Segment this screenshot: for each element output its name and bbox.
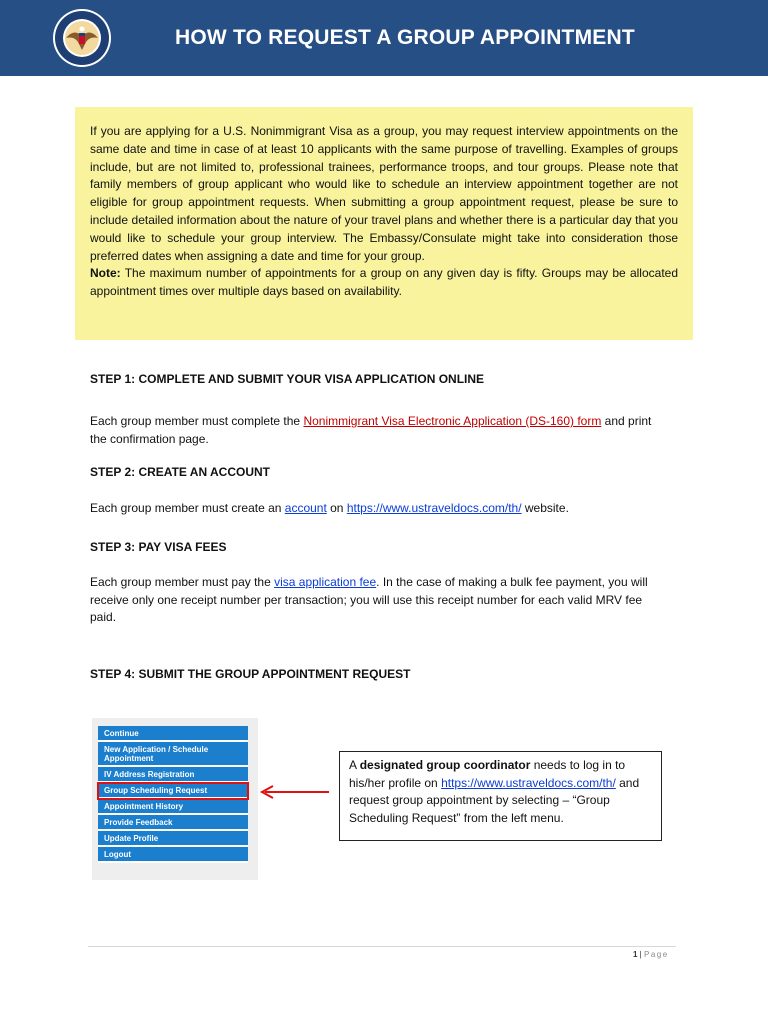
visa-fee-link[interactable]: visa application fee (274, 575, 377, 589)
coordinator-callout (339, 751, 662, 841)
callout-text (349, 757, 652, 827)
step1-heading: STEP 1: COMPLETE AND SUBMIT YOUR VISA APPLICATION ONLINE (90, 372, 485, 386)
arrow-left-icon (259, 785, 331, 799)
note-label: Note: (90, 266, 121, 281)
step3-text-before: Each group member must pay the (90, 575, 275, 589)
callout-bold: designated group coordinator (359, 758, 531, 772)
step2-text-after: website. (521, 501, 569, 515)
step2-text (90, 500, 670, 518)
footer-divider (88, 946, 676, 947)
step4-heading: STEP 4: SUBMIT THE GROUP APPOINTMENT REQUEST (90, 667, 411, 681)
page-number (633, 950, 669, 959)
step3-heading: STEP 3: PAY VISA FEES (90, 540, 227, 554)
menu-item-continue[interactable]: Continue (98, 726, 248, 742)
left-menu (98, 726, 248, 863)
ustraveldocs-link[interactable]: https://www.ustraveldocs.com/th/ (346, 501, 522, 515)
account-link[interactable]: account (284, 501, 327, 515)
step2-text-mid: on (326, 501, 347, 515)
menu-item-appointment-history[interactable]: Appointment History (98, 799, 248, 815)
menu-item-group-scheduling[interactable]: Group Scheduling Request (98, 783, 248, 799)
notice-paragraph (90, 123, 678, 301)
page-label: Page (643, 950, 669, 959)
page-separator: | (637, 950, 644, 959)
menu-item-iv-address[interactable]: IV Address Registration (98, 767, 248, 783)
note-text: The maximum number of appointments for a group on any given day is fifty. Groups may be allocated appointment times over multiple days based on availability. (90, 266, 678, 299)
page-number-value: 1 (633, 950, 638, 959)
page-header (0, 0, 768, 76)
step2-text-before: Each group member must create an (90, 501, 285, 515)
callout-text1: A (349, 758, 360, 772)
step1-text-before: Each group member must complete the (90, 414, 304, 428)
callout-ustraveldocs-link[interactable]: https://www.ustraveldocs.com/th/ (441, 775, 616, 790)
callout-text2: needs to log in to his/her profile on (349, 758, 626, 790)
step1-text-after: and print the confirmation page. (90, 414, 652, 446)
menu-item-new-application[interactable]: New Application / Schedule Appointment (98, 742, 248, 767)
notice-body: If you are applying for a U.S. Nonimmigrant Visa as a group, you may request interview appointments on the same date and time in case of at least 10 applicants with the same purpose of travelling. Examples of groups include, but are not limited to, professional trainees, performance troops, and tour groups. Please note that family members of group applicant who would like to schedule an interview appointment together are not eligible for group appointment requests. When submitting a group appointment request, please be sure to include detailed information about the nature of your travel plans and whether there is a particular day that you would like to schedule your group interview. The Embassy/Consulate might take into consideration those preferred dates when assigning a date and time for your group. (90, 124, 678, 263)
step3-text (90, 574, 670, 627)
step3-text-after: . In the case of making a bulk fee payment, you will receive only one receipt number per transaction; you will use this receipt number for each valid MRV fee paid. (90, 575, 648, 624)
menu-item-update-profile[interactable]: Update Profile (98, 831, 248, 847)
menu-item-logout[interactable]: Logout (98, 847, 248, 863)
menu-item-provide-feedback[interactable]: Provide Feedback (98, 815, 248, 831)
step1-text (90, 413, 670, 448)
callout-text3: and request group appointment by selecting – “Group Scheduling Request” from the left menu. (349, 775, 640, 825)
group-notice-box (75, 107, 693, 340)
us-embassy-seal-icon (52, 8, 112, 68)
ds160-link[interactable]: Nonimmigrant Visa Electronic Application (DS-160) form (303, 414, 602, 428)
menu-screenshot (92, 718, 258, 880)
step2-heading: STEP 2: CREATE AN ACCOUNT (90, 465, 271, 479)
page-title: HOW TO REQUEST A GROUP APPOINTMENT (175, 26, 635, 49)
